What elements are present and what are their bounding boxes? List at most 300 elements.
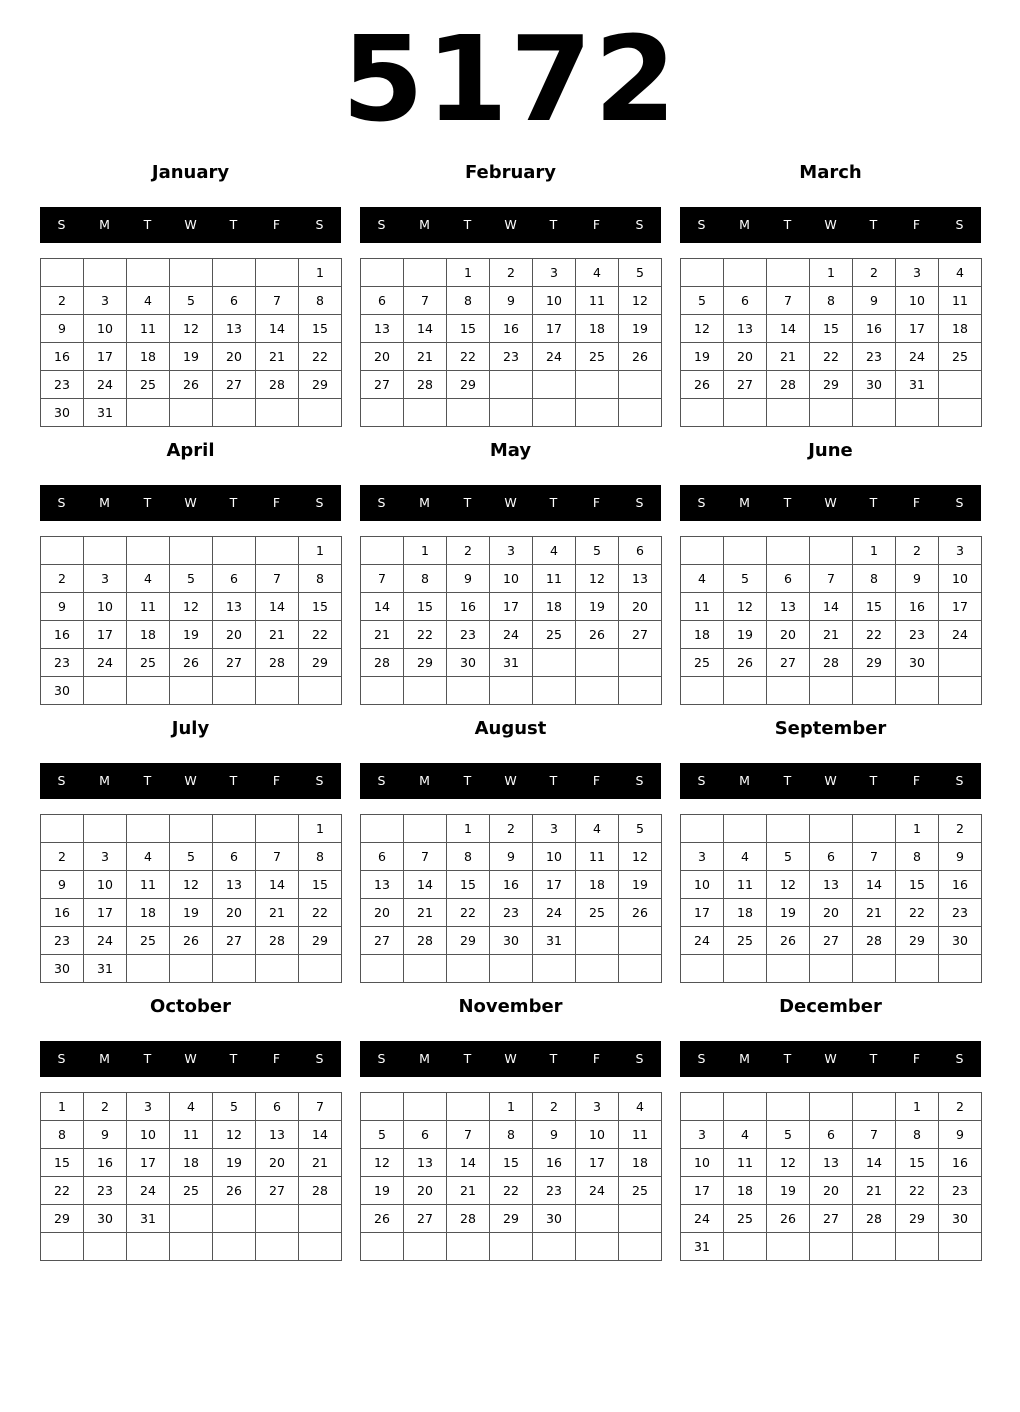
day-cell: 10 [84,593,127,621]
day-cell: 10 [939,565,982,593]
weekday-header [680,485,981,521]
month-name: May [489,440,532,461]
day-cell: 14 [256,315,299,343]
day-cell: 16 [41,343,84,371]
day-cell: 17 [576,1149,619,1177]
day-cell [681,1093,724,1121]
day-cell [213,1233,256,1261]
day-cell: 19 [361,1177,404,1205]
day-cell: 21 [404,899,447,927]
weekday-header [40,485,341,521]
weekday-label: T [229,217,238,232]
day-cell: 13 [810,871,853,899]
day-cell: 23 [533,1177,576,1205]
day-cell: 6 [256,1093,299,1121]
day-cell: 17 [84,343,127,371]
day-cell: 11 [724,871,767,899]
day-cell: 21 [853,899,896,927]
day-cell: 16 [41,899,84,927]
day-cell: 8 [299,287,342,315]
weekday-label: M [99,773,110,788]
weekday-label: S [697,217,706,232]
week-row [361,1177,662,1205]
weekday-label: W [504,495,517,510]
weekday-header [360,763,661,799]
day-cell: 24 [576,1177,619,1205]
weekday-label: T [229,773,238,788]
day-cell: 28 [299,1177,342,1205]
day-cell [256,1233,299,1261]
month-name: January [151,162,230,183]
day-cell: 24 [84,649,127,677]
day-cell [361,399,404,427]
day-cell: 13 [213,593,256,621]
week-row [41,287,342,315]
week-row [681,955,982,983]
day-cell: 8 [853,565,896,593]
day-cell: 21 [256,343,299,371]
weekday-label: F [272,1051,281,1066]
day-cell: 2 [896,537,939,565]
day-cell: 16 [853,315,896,343]
day-cell: 29 [447,927,490,955]
day-cell: 26 [170,649,213,677]
day-cell: 28 [853,1205,896,1233]
day-cell: 30 [490,927,533,955]
weekday-label: T [869,1051,878,1066]
day-cell [490,399,533,427]
day-cell: 21 [361,621,404,649]
weekday-label: T [229,1051,238,1066]
day-cell [213,677,256,705]
day-cell: 18 [170,1149,213,1177]
day-cell [404,399,447,427]
day-cell [681,677,724,705]
day-cell: 27 [724,371,767,399]
day-cell [533,649,576,677]
week-row [681,1177,982,1205]
day-cell: 25 [127,649,170,677]
day-cell: 5 [170,287,213,315]
day-cell [810,815,853,843]
week-row [681,1121,982,1149]
day-cell: 19 [767,899,810,927]
day-cell [619,649,662,677]
day-cell: 1 [447,259,490,287]
day-cell: 15 [447,315,490,343]
weekday-label: M [739,495,750,510]
day-cell: 26 [767,1205,810,1233]
day-cell [256,1205,299,1233]
day-cell: 9 [84,1121,127,1149]
day-cell: 10 [896,287,939,315]
day-grid [40,536,342,705]
day-cell [853,955,896,983]
weekday-label: W [184,1051,197,1066]
day-cell: 5 [619,815,662,843]
day-cell [170,1233,213,1261]
weekday-label: M [419,217,430,232]
day-cell [127,259,170,287]
month-name: April [166,440,215,461]
day-cell [576,677,619,705]
day-cell: 5 [361,1121,404,1149]
day-cell: 1 [299,815,342,843]
day-cell: 26 [361,1205,404,1233]
day-cell: 23 [41,371,84,399]
day-cell: 4 [576,259,619,287]
day-cell: 21 [256,899,299,927]
day-cell [490,371,533,399]
day-cell [767,1233,810,1261]
day-cell [576,649,619,677]
day-cell [299,955,342,983]
day-cell [404,1093,447,1121]
day-cell: 23 [939,899,982,927]
day-cell: 1 [490,1093,533,1121]
weekday-label: S [57,1051,66,1066]
day-cell: 13 [619,565,662,593]
day-cell: 31 [490,649,533,677]
day-cell: 4 [127,565,170,593]
day-cell: 5 [170,565,213,593]
day-cell: 19 [170,343,213,371]
year-title: 5172 [341,10,679,148]
day-cell: 23 [41,927,84,955]
day-cell: 24 [896,343,939,371]
day-cell: 23 [853,343,896,371]
week-row [681,815,982,843]
day-cell [896,677,939,705]
day-cell [681,815,724,843]
day-cell: 27 [256,1177,299,1205]
week-row [41,537,342,565]
day-cell: 3 [127,1093,170,1121]
day-cell [939,1233,982,1261]
weekday-label: T [463,217,472,232]
day-cell: 12 [170,871,213,899]
day-cell [576,371,619,399]
week-row [681,1093,982,1121]
weekday-header [680,1041,981,1077]
day-cell: 29 [853,649,896,677]
week-row [361,315,662,343]
week-row [361,677,662,705]
day-cell: 24 [681,927,724,955]
day-cell: 3 [896,259,939,287]
day-cell: 11 [127,315,170,343]
day-cell: 14 [853,871,896,899]
day-cell [213,537,256,565]
day-cell: 1 [41,1093,84,1121]
day-cell: 4 [127,287,170,315]
day-cell: 3 [576,1093,619,1121]
day-cell: 17 [533,315,576,343]
day-cell: 19 [170,899,213,927]
day-cell [447,677,490,705]
day-cell: 23 [490,899,533,927]
month-name: March [799,162,862,183]
week-row [41,1093,342,1121]
weekday-label: S [377,217,386,232]
day-cell [853,815,896,843]
day-cell: 2 [490,815,533,843]
day-cell: 2 [939,815,982,843]
day-cell: 26 [767,927,810,955]
week-row [41,259,342,287]
day-cell [213,815,256,843]
day-cell [767,537,810,565]
day-cell: 22 [447,343,490,371]
week-row [41,1205,342,1233]
day-cell: 20 [810,1177,853,1205]
day-cell: 4 [724,1121,767,1149]
day-cell: 12 [724,593,767,621]
weekday-label: M [419,495,430,510]
day-cell [127,815,170,843]
day-cell: 20 [361,343,404,371]
day-cell: 16 [41,621,84,649]
week-row [41,677,342,705]
day-cell: 14 [361,593,404,621]
day-cell: 31 [84,399,127,427]
week-row [41,593,342,621]
weekday-label: S [57,773,66,788]
day-cell: 19 [619,871,662,899]
weekday-label: S [57,495,66,510]
day-cell: 7 [404,287,447,315]
day-cell: 9 [853,287,896,315]
day-cell: 6 [404,1121,447,1149]
day-cell: 15 [896,1149,939,1177]
day-cell: 5 [619,259,662,287]
day-cell [256,399,299,427]
weekday-label: M [99,1051,110,1066]
day-cell: 10 [681,871,724,899]
day-cell: 4 [533,537,576,565]
day-cell: 26 [170,927,213,955]
day-cell [299,1205,342,1233]
day-cell: 20 [361,899,404,927]
weekday-label: S [377,1051,386,1066]
weekday-label: S [955,1051,964,1066]
day-cell: 25 [681,649,724,677]
day-cell: 30 [84,1205,127,1233]
week-row [361,287,662,315]
day-cell [896,955,939,983]
weekday-label: T [549,1051,558,1066]
day-cell: 24 [490,621,533,649]
day-cell [361,1233,404,1261]
weekday-label: S [377,495,386,510]
day-cell: 28 [256,927,299,955]
weekday-label: M [99,217,110,232]
week-row [41,399,342,427]
day-cell: 25 [724,1205,767,1233]
day-cell: 31 [896,371,939,399]
weekday-label: T [463,773,472,788]
day-cell [939,955,982,983]
day-cell [576,1205,619,1233]
day-cell: 11 [939,287,982,315]
day-cell: 24 [127,1177,170,1205]
day-cell: 2 [939,1093,982,1121]
day-cell: 5 [767,1121,810,1149]
week-row [361,927,662,955]
day-cell: 22 [299,343,342,371]
day-cell [939,371,982,399]
day-grid [680,536,982,705]
day-cell: 6 [361,843,404,871]
day-cell [681,259,724,287]
day-cell: 20 [213,343,256,371]
weekday-label: T [869,217,878,232]
day-cell: 30 [939,927,982,955]
day-cell: 26 [213,1177,256,1205]
week-row [41,1149,342,1177]
day-cell [533,955,576,983]
day-cell: 3 [84,287,127,315]
day-cell: 7 [256,843,299,871]
week-row [681,371,982,399]
day-cell: 30 [41,677,84,705]
day-cell [853,399,896,427]
week-row [361,1205,662,1233]
day-cell: 22 [490,1177,533,1205]
day-cell: 15 [299,871,342,899]
day-cell: 3 [84,565,127,593]
week-row [681,259,982,287]
week-row [41,1177,342,1205]
day-cell: 29 [447,371,490,399]
weekday-label: W [824,495,837,510]
day-cell [256,955,299,983]
day-cell [84,1233,127,1261]
day-cell: 27 [213,927,256,955]
day-cell [213,259,256,287]
day-cell: 12 [361,1149,404,1177]
month-name: June [808,440,853,461]
day-cell [213,955,256,983]
day-cell: 12 [767,1149,810,1177]
day-cell: 17 [84,621,127,649]
day-cell [41,537,84,565]
day-grid [40,258,342,427]
day-cell [256,537,299,565]
day-cell: 26 [724,649,767,677]
weekday-label: S [697,1051,706,1066]
day-cell [896,1233,939,1261]
weekday-header [360,1041,661,1077]
day-cell: 28 [361,649,404,677]
week-row [41,843,342,871]
day-cell [724,259,767,287]
day-cell: 25 [576,343,619,371]
day-cell [853,677,896,705]
day-cell: 26 [619,343,662,371]
weekday-label: S [635,1051,644,1066]
weekday-label: M [99,495,110,510]
day-cell: 8 [896,1121,939,1149]
day-cell: 28 [404,927,447,955]
week-row [681,287,982,315]
day-cell [41,259,84,287]
day-cell: 8 [490,1121,533,1149]
day-cell [170,399,213,427]
day-cell: 21 [447,1177,490,1205]
day-cell: 13 [213,871,256,899]
day-cell: 25 [533,621,576,649]
day-cell: 13 [404,1149,447,1177]
day-cell: 16 [447,593,490,621]
day-cell: 22 [299,621,342,649]
month-name: September [774,718,887,739]
day-cell [490,955,533,983]
day-cell: 23 [41,649,84,677]
day-cell: 23 [490,343,533,371]
week-row [361,1149,662,1177]
day-cell: 15 [41,1149,84,1177]
week-row [681,899,982,927]
week-row [681,871,982,899]
month-name: August [474,718,547,739]
day-cell: 3 [84,843,127,871]
day-cell: 3 [681,1121,724,1149]
day-cell: 29 [896,927,939,955]
day-cell: 28 [404,371,447,399]
day-cell [41,1233,84,1261]
day-cell [84,537,127,565]
day-cell: 31 [127,1205,170,1233]
day-cell: 14 [299,1121,342,1149]
day-cell: 8 [41,1121,84,1149]
weekday-label: S [635,217,644,232]
day-cell: 20 [767,621,810,649]
day-cell: 27 [213,371,256,399]
day-cell [447,1233,490,1261]
week-row [41,621,342,649]
weekday-label: T [229,495,238,510]
day-cell [361,815,404,843]
day-cell: 9 [939,1121,982,1149]
day-cell: 20 [404,1177,447,1205]
day-cell: 7 [767,287,810,315]
day-cell: 7 [853,1121,896,1149]
day-cell [256,815,299,843]
day-cell: 4 [681,565,724,593]
day-cell: 24 [533,343,576,371]
day-cell [576,927,619,955]
day-cell: 24 [84,927,127,955]
day-cell [490,1233,533,1261]
day-cell: 22 [41,1177,84,1205]
weekday-header [40,1041,341,1077]
weekday-label: W [184,495,197,510]
day-cell: 5 [681,287,724,315]
week-row [681,315,982,343]
weekday-label: T [143,1051,152,1066]
day-cell: 18 [681,621,724,649]
day-cell: 27 [619,621,662,649]
day-cell: 15 [896,871,939,899]
week-row [681,677,982,705]
day-cell: 12 [213,1121,256,1149]
day-cell: 26 [681,371,724,399]
day-cell: 21 [299,1149,342,1177]
weekday-label: S [697,495,706,510]
day-cell: 18 [533,593,576,621]
day-cell: 9 [896,565,939,593]
